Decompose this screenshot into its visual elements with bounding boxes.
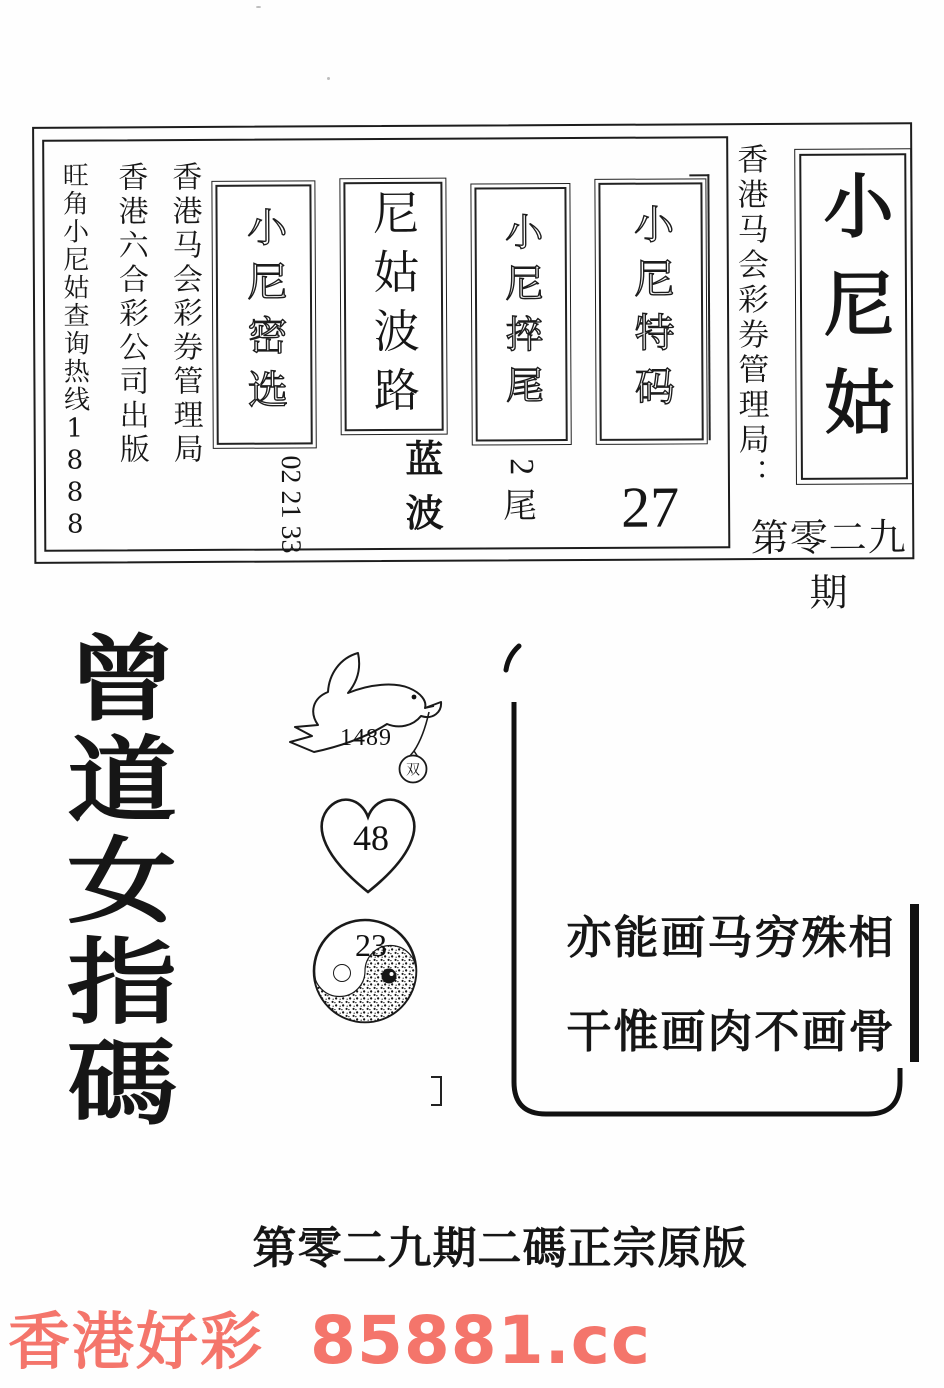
authority-column: 香港马会彩券管理局 <box>166 160 203 468</box>
yinyang-dark-eye-dot <box>390 972 394 976</box>
footer-domain: 85881.cc <box>310 1302 651 1379</box>
poem-frame <box>500 640 940 1160</box>
poem-line-2: 干惟画肉不画骨 <box>566 1005 896 1058</box>
stray-stroke <box>506 646 519 670</box>
stray-bracket-mark <box>431 1076 442 1106</box>
tail-unit: 尾 <box>502 488 538 526</box>
masthead-title: 小尼姑 <box>811 169 897 464</box>
footer-brand: 香港好彩 <box>8 1305 265 1378</box>
dove-eye <box>412 695 417 700</box>
tail-value <box>476 446 564 528</box>
tail-number: 2 <box>502 458 540 476</box>
masthead-box <box>799 153 908 480</box>
heart-icon <box>306 782 430 902</box>
yinyang-dark-eye <box>382 969 397 984</box>
pendant-char: 双 <box>406 763 420 779</box>
tip-box-title: 小尼特码 <box>627 203 675 420</box>
issue-number: 第零二九期 <box>750 515 907 615</box>
special-number-value: 27 <box>620 474 680 540</box>
wave-color-value: 蓝波 <box>398 438 445 547</box>
tip-box-special-number <box>598 182 703 441</box>
authority-label-column: 香港马会彩券管理局： <box>731 142 770 494</box>
yinyang-icon <box>308 912 422 1026</box>
secret-picks-numbers: 02 21 33 <box>274 455 307 554</box>
dove-number: 1489 <box>340 725 392 751</box>
tip-box-title: 小尼捽尾 <box>498 212 544 417</box>
bottom-caption: 第零二九期二碼正宗原版 <box>252 1223 748 1274</box>
tip-box-tail <box>474 187 567 441</box>
yinyang-white-eye <box>334 965 351 982</box>
tip-box-title: 尼姑波路 <box>365 188 422 425</box>
yinyang-number: 23 <box>355 927 387 963</box>
publisher-column: 香港六合彩公司出版 <box>112 161 149 468</box>
footer-banner <box>8 1292 651 1381</box>
scan-speck <box>256 6 261 8</box>
tip-box-secret-picks <box>215 184 312 444</box>
header-outer-frame <box>32 122 914 615</box>
poem-line-1: 亦能画马穷殊相 <box>566 911 896 964</box>
scan-speck <box>327 77 330 80</box>
tip-box-title: 小尼密选 <box>240 206 288 423</box>
thick-bar <box>910 904 919 1062</box>
hotline-column: 旺角小尼姑查询热线1888 <box>58 161 91 542</box>
main-vertical-title: 曾道女指碼 <box>48 630 177 1135</box>
tip-box-wave-road <box>343 182 443 432</box>
dove-icon <box>282 648 444 790</box>
heart-number: 48 <box>353 818 389 858</box>
